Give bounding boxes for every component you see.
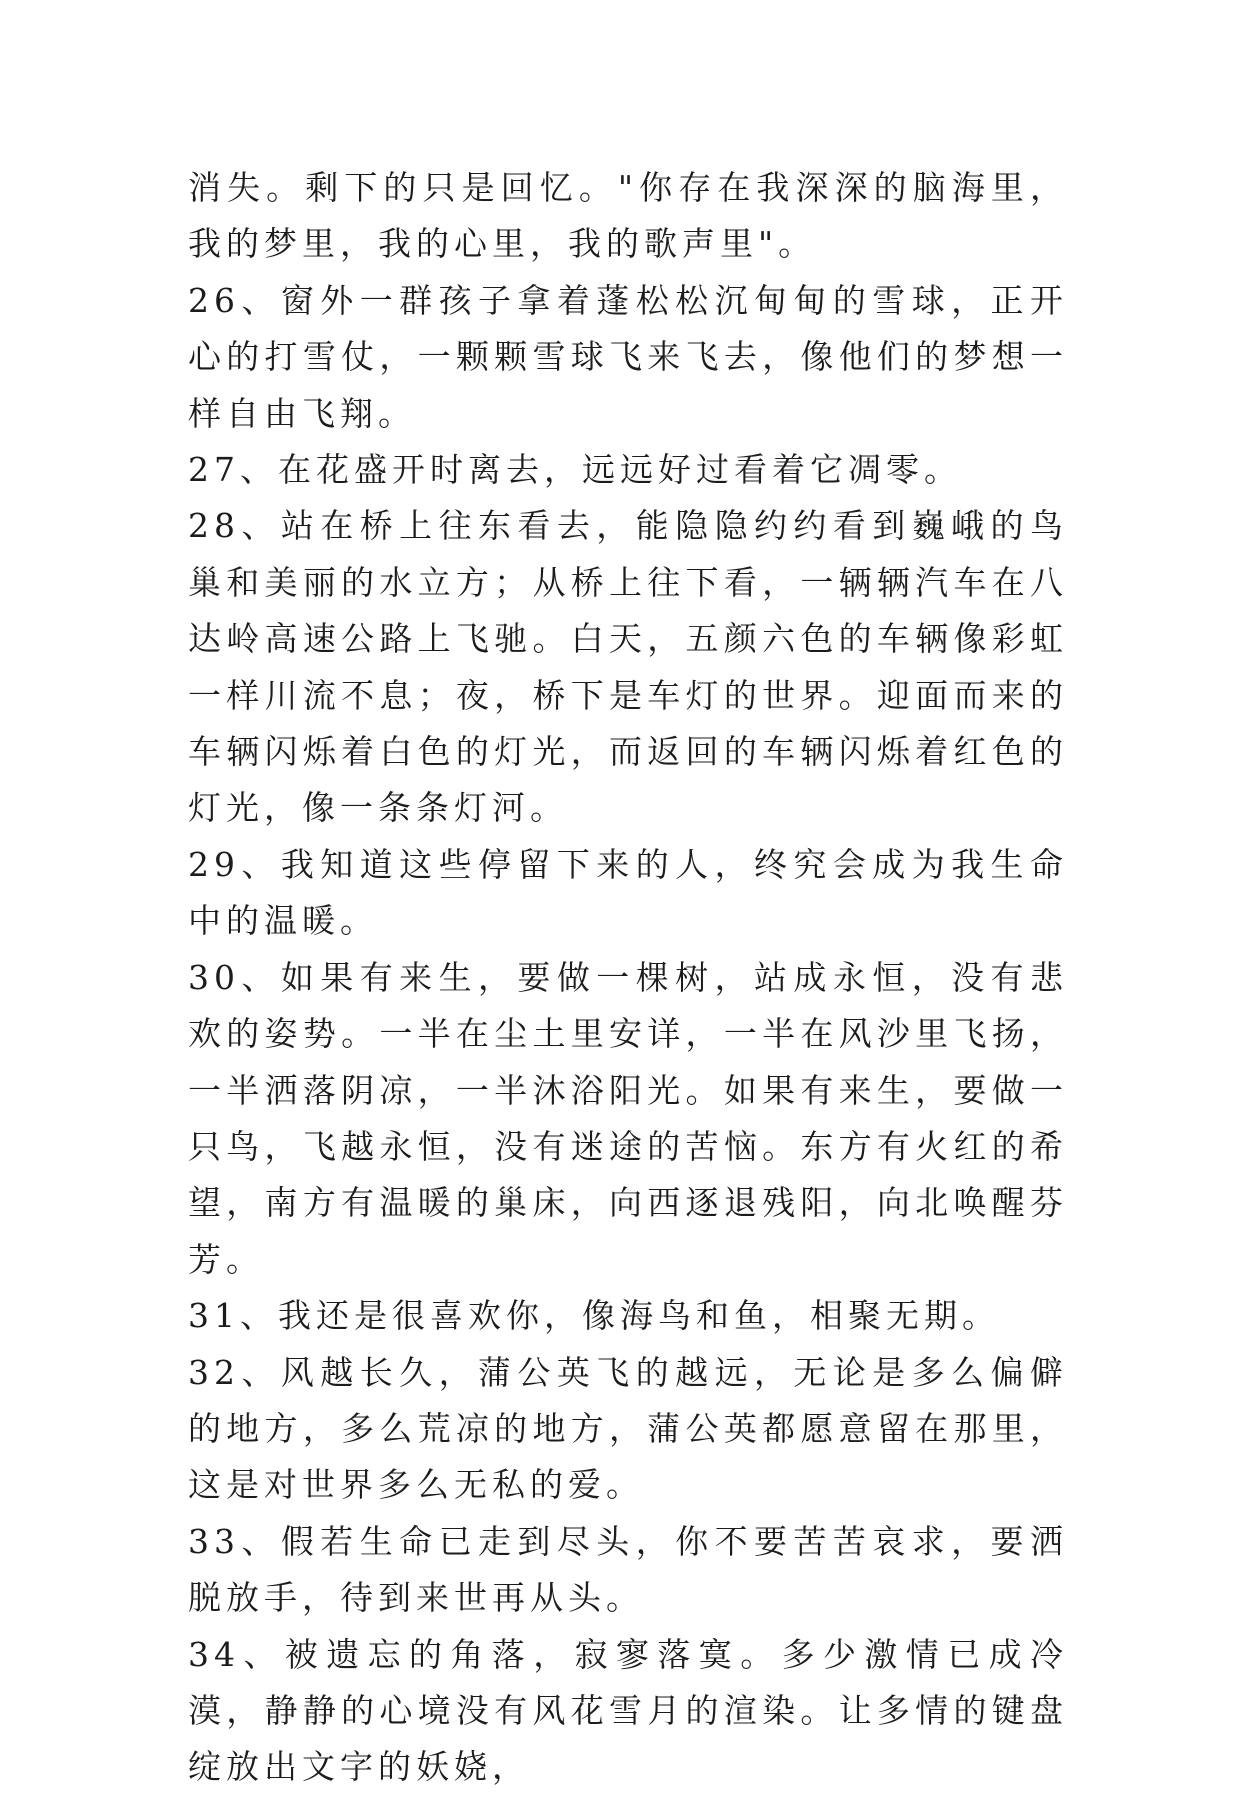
paragraph-31: 31、我还是很喜欢你，像海鸟和鱼，相聚无期。 <box>188 1296 1000 1336</box>
paragraph-32: 32、风越长久，蒲公英飞的越远，无论是多么偏僻的地方，多么荒凉的地方，蒲公英都愿意留在那里，这是对世界多么无私的爱。 <box>188 1352 1068 1505</box>
paragraph-27: 27、在花盛开时离去，远远好过看着它凋零。 <box>188 450 962 490</box>
paragraph-28: 28、站在桥上往东看去，能隐隐约约看到巍峨的鸟巢和美丽的水立方；从桥上往下看，一辆辆汽车在八达岭高速公路上飞驰。白天，五颜六色的车辆像彩虹一样川流不息；夜，桥下是车灯的世界。迎面而来的车辆闪烁着白色的灯光，而返回的车辆闪烁着红色的灯光，像一条条灯河。 <box>188 506 1068 828</box>
paragraph-continuation: 消失。剩下的只是回忆。"你存在我深深的脑海里，我的梦里，我的心里，我的歌声里"。 <box>188 168 1068 264</box>
paragraph-29: 29、我知道这些停留下来的人，终究会成为我生命中的温暖。 <box>188 844 1068 941</box>
paragraph-26: 26、窗外一群孩子拿着蓬松松沉甸甸的雪球，正开心的打雪仗，一颗颗雪球飞来飞去，像他们的梦想一样自由飞翔。 <box>188 280 1068 433</box>
paragraph-33: 33、假若生命已走到尽头，你不要苦苦哀求，要洒脱放手，待到来世再从头。 <box>188 1521 1068 1618</box>
paragraph-34: 34、被遗忘的角落，寂寥落寞。多少激情已成冷漠，静静的心境没有风花雪月的渲染。让多情的键盘绽放出文字的妖娆， <box>188 1634 1068 1787</box>
paragraph-30: 30、如果有来生，要做一棵树，站成永恒，没有悲欢的姿势。一半在尘土里安详，一半在风沙里飞扬，一半洒落阴凉，一半沐浴阳光。如果有来生，要做一只鸟，飞越永恒，没有迷途的苦恼。东方有火红的希望，南方有温暖的巢床，向西逐退残阳，向北唤醒芬芳。 <box>188 957 1068 1279</box>
document-body <box>188 160 1068 1796</box>
